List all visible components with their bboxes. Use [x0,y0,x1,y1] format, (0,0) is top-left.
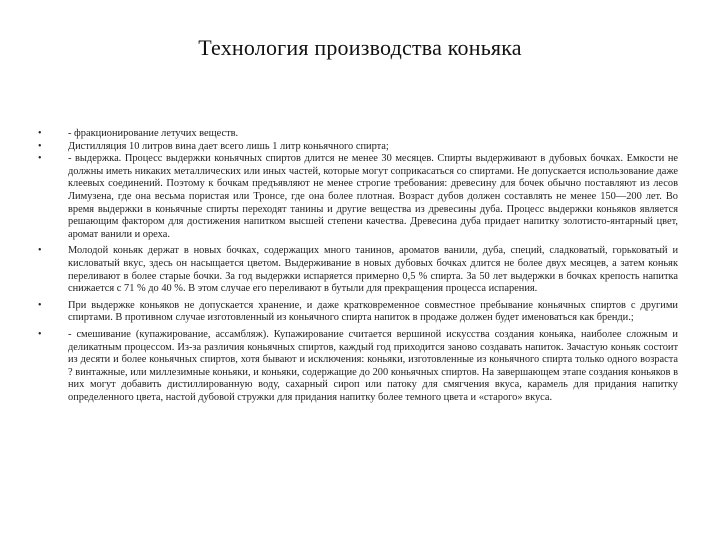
bullet-icon: • [38,299,42,311]
bullet-item [38,245,678,295]
bullet-item [38,141,678,154]
bullet-item [38,128,678,141]
bullet-icon: • [38,245,42,257]
bullet-text: Молодой коньяк держат в новых бочках, содержащих много танинов, ароматов ванили, дуба, специй, сладковатый, горьковатый и кисловатый вкус, здесь он насыщается цветом. Выдерживание в новых дубовых бочках длится не более двух месяцев, а затем коньяк переливают в более старые бочки. За год выдержки испаряется примерно 0,5 % спирта. За 50 лет выдержки в бочках крепость напитка снижается с 71 % до 40 %. В этом случае его переливают в бутыли для прекращения процесса испарения. [68,245,678,295]
bullet-item [38,329,678,405]
bullet-text: - фракционирование летучих веществ. [68,128,239,139]
bullet-icon: • [38,153,42,165]
bullet-text: При выдержке коньяков не допускается хранение, и даже кратковременное совместное пребывание коньячных спиртов с другими спиртами. В противном случае изготовленный из коньячного спирта напиток в продаже должен будет именоваться как бренди.; [68,299,678,324]
bullet-text: Дистилляция 10 литров вина дает всего лишь 1 литр коньячного спирта; [68,140,389,152]
bullet-item [38,300,678,325]
bullet-item [38,153,678,241]
slide-title: Технология производства коньяка [198,35,522,60]
bullet-list [38,128,678,404]
bullet-text: - смешивание (купажирование, ассамбляж). Купажирование считается вершиной искусства создания коньяка, наиболее сложным и деликатным процессом. Из-за различия коньячных спиртов, каждый год приходится заново создавать напиток. Зачастую коньяк состоит из десяти и более коньячных спиртов, хотя бывают и исключения: коньяки, изготовленные из коньячного спирта только одного возраста ? винтажные, или миллезимные коньяки, и коньяки, содержащие до 200 коньячных спиртов. На завершающем этапе создания коньяков в них могут добавить дистиллированную воду, сахарный сироп или патоку для смягчения вкуса, карамель для придания напитку определенного цвета, настой дубовой стружки для придания напитку более темного цвета и «старого» вкуса. [68,328,678,403]
bullet-icon: • [38,328,42,340]
bullet-text: - выдержка. Процесс выдержки коньячных спиртов длится не менее 30 месяцев. Спирты выдерживают в дубовых бочках. Емкости не должны иметь никаких металлических или иных частей, которые могут соприкасаться со спиртами. Не допускается использование даже клеевых соединений. Поэтому к бочкам предъявляют не менее строгие требования: древесину для бочек обычно поставляют из лесов Лимузена, где она весьма пористая или Тронсе, где она более плотная. Возраст дубов должен составлять не менее 150—200 лет. Во время выдержки в коньячные спирты переходят танины и другие вещества из древесины дуба. Процесс выдержки коньяков является решающим фактором для достижения напитком высшей степени качества. Древесина дуба придает напитку золотисто-янтарный цвет, аромат ванили и ореха. [68,153,678,240]
bullet-icon: • [38,128,42,139]
bullet-icon: • [38,140,42,152]
